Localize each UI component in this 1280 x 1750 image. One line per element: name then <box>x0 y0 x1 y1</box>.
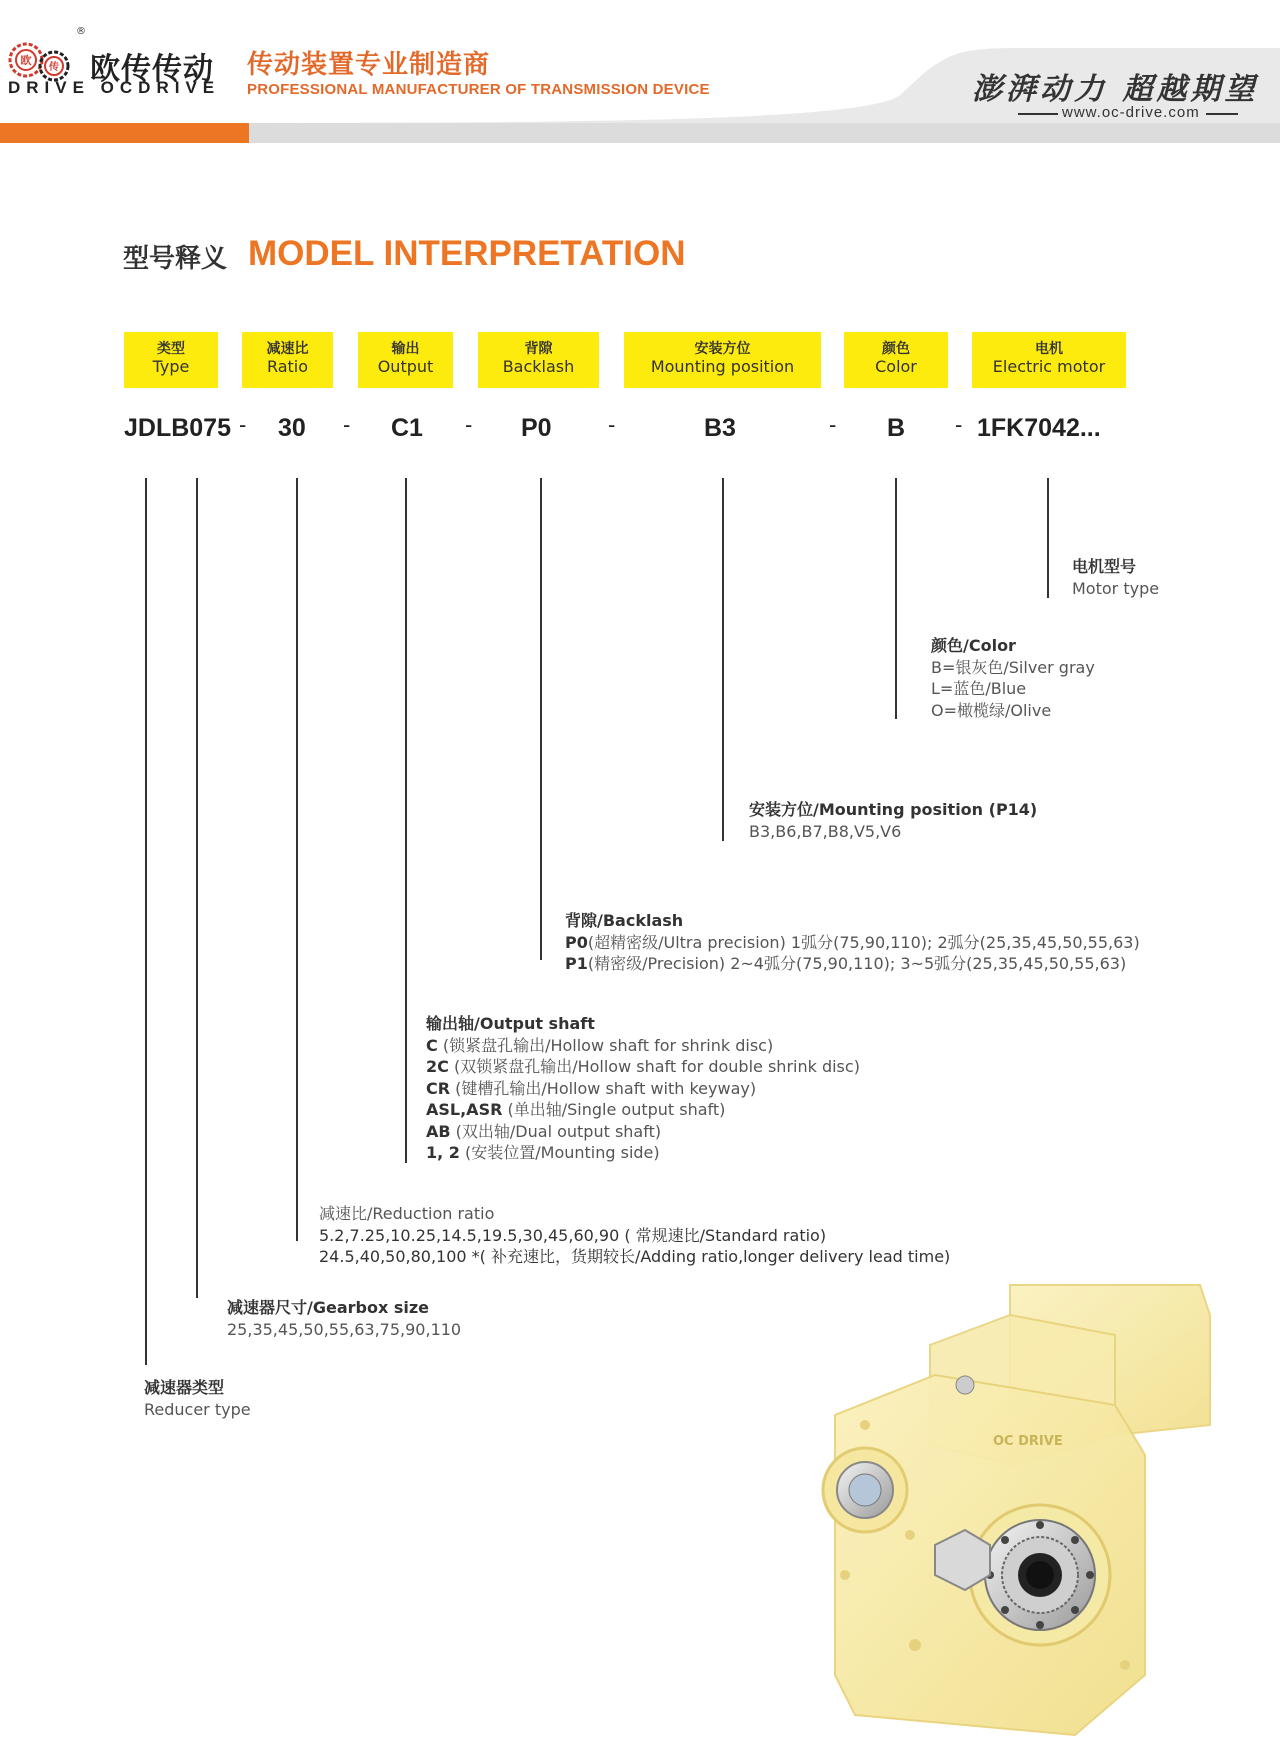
code-output: C1 <box>391 414 423 442</box>
code-separator: - <box>465 412 473 437</box>
motor-subtitle: Motor type <box>1072 578 1160 598</box>
ratio-adding: 24.5,40,50,80,100 *( 补充速比，货期较长/Adding ratio,longer delivery lead time) <box>319 1247 951 1266</box>
reducer-subtitle: Reducer type <box>144 1399 251 1419</box>
logo-mark-left: 欧 <box>20 54 32 67</box>
output-item <box>426 1142 860 1164</box>
ratio-title: 减速比/Reduction ratio <box>319 1204 495 1223</box>
label-output <box>358 332 453 388</box>
code-separator: - <box>955 412 963 437</box>
backlash-p1 <box>565 953 1140 975</box>
label-ratio <box>242 332 333 388</box>
output-text: (双锁紧盘孔输出/Hollow shaft for double shrink disc) <box>448 1057 860 1076</box>
label-electric-motor <box>972 332 1126 388</box>
connector-motor <box>1047 478 1049 598</box>
label-en: Electric motor <box>992 357 1106 376</box>
reducer-description <box>144 1377 251 1420</box>
connector-backlash <box>540 478 542 960</box>
slogan: 澎湃动力 超越期望 <box>972 72 1259 107</box>
registered-mark: ® <box>76 26 86 37</box>
label-cn: 输出 <box>391 341 420 357</box>
accent-bar <box>0 123 249 143</box>
connector-reducer-type <box>145 478 147 1365</box>
label-mounting-position <box>624 332 821 388</box>
output-item <box>426 1056 860 1078</box>
label-cn: 安装方位 <box>694 341 751 357</box>
color-option: B=银灰色/Silver gray <box>931 657 1095 677</box>
backlash-code: P1 <box>565 954 588 973</box>
size-values: 25,35,45,50,55,63,75,90,110 <box>227 1319 462 1339</box>
color-option: L=蓝色/Blue <box>931 679 1027 698</box>
code-separator: - <box>829 412 837 437</box>
code-separator: - <box>343 412 351 437</box>
brand-name-cn: 欧传传动 <box>90 52 214 87</box>
output-title: 输出轴/Output shaft <box>426 1014 595 1033</box>
label-cn: 颜色 <box>882 341 910 357</box>
output-item <box>426 1035 860 1057</box>
backlash-title: 背隙/Backlash <box>565 911 684 930</box>
reducer-title: 减速器类型 <box>144 1378 225 1397</box>
code-mounting: B3 <box>704 414 736 442</box>
brand-name-en: DRIVE OCDRIVE <box>8 78 221 97</box>
color-description <box>931 635 1095 721</box>
output-description <box>426 1013 860 1164</box>
connector-color <box>895 478 897 719</box>
output-code: 1, 2 <box>426 1143 460 1162</box>
gearbox-brand-text: OC DRIVE <box>993 1434 1063 1449</box>
label-cn: 类型 <box>157 341 185 357</box>
label-cn: 背隙 <box>524 341 553 357</box>
code-ratio: 30 <box>278 414 306 442</box>
website[interactable]: www.oc-drive.com <box>1062 104 1200 121</box>
color-option: O=橄榄绿/Olive <box>931 700 1052 720</box>
mounting-values: B3,B6,B7,B8,V5,V6 <box>749 821 902 841</box>
output-code: C <box>426 1035 438 1055</box>
label-color <box>844 332 948 388</box>
backlash-text: (超精密级/Ultra precision) 1弧分(75,90,110); 2弧分(25,35,45,50,55,63) <box>587 932 1140 952</box>
label-backlash <box>478 332 599 388</box>
output-item <box>426 1078 860 1100</box>
code-separator: - <box>239 412 247 437</box>
divider-bar <box>249 123 1280 143</box>
output-code: 2C <box>426 1057 449 1076</box>
tagline-cn: 传动装置专业制造商 <box>247 50 491 80</box>
label-en: Color <box>875 357 917 376</box>
label-cn: 电机 <box>1035 341 1063 357</box>
code-backlash: P0 <box>521 414 552 442</box>
ratio-standard: 5.2,7.25,10.25,14.5,19.5,30,45,60,90 ( 常规速比/Standard ratio) <box>319 1225 827 1245</box>
website-rule-left <box>1018 113 1058 115</box>
code-type: JDLB075 <box>124 414 231 442</box>
gearbox-product-image <box>815 1275 1215 1745</box>
backlash-p0 <box>565 932 1140 954</box>
connector-gearbox-size <box>196 478 198 1298</box>
connector-ratio <box>296 478 298 1241</box>
section-title-cn: 型号释义 <box>123 244 228 274</box>
label-en: Type <box>152 357 190 376</box>
label-en: Output <box>377 357 434 376</box>
motor-description <box>1072 556 1159 599</box>
backlash-code: P0 <box>565 932 588 952</box>
tagline-en: PROFESSIONAL MANUFACTURER OF TRANSMISSION DEVICE <box>247 81 710 98</box>
code-motor: 1FK7042... <box>977 414 1101 442</box>
label-en: Mounting position <box>650 357 795 376</box>
label-en: Backlash <box>502 357 575 376</box>
color-title: 颜色/Color <box>931 636 1016 655</box>
output-text: (双出轴/Dual output shaft) <box>450 1121 662 1141</box>
label-type <box>124 332 218 388</box>
output-text: (键槽孔输出/Hollow shaft with keyway) <box>450 1078 757 1098</box>
mounting-description <box>749 799 1037 842</box>
output-text: (锁紧盘孔输出/Hollow shaft for shrink disc) <box>437 1035 774 1055</box>
label-en: Ratio <box>266 357 309 376</box>
size-title: 减速器尺寸/Gearbox size <box>227 1298 430 1317</box>
output-item <box>426 1099 860 1121</box>
motor-title: 电机型号 <box>1072 557 1137 576</box>
backlash-description <box>565 910 1140 975</box>
section-title-en: MODEL INTERPRETATION <box>248 234 686 273</box>
backlash-text: (精密级/Precision) 2~4弧分(75,90,110); 3~5弧分(25,35,45,50,55,63) <box>587 954 1127 973</box>
code-separator: - <box>608 412 616 437</box>
website-rule-right <box>1206 113 1238 115</box>
connector-mounting <box>722 478 724 841</box>
output-text: (单出轴/Single output shaft) <box>502 1100 726 1119</box>
output-code: CR <box>426 1078 451 1098</box>
connector-output <box>405 478 407 1163</box>
logo-mark-right: 传 <box>49 62 59 73</box>
output-text: (安装位置/Mounting side) <box>459 1143 660 1162</box>
output-item <box>426 1121 860 1143</box>
output-code: ASL,ASR <box>426 1100 503 1119</box>
size-description <box>227 1297 461 1340</box>
output-code: AB <box>426 1121 451 1141</box>
ratio-description <box>319 1203 950 1268</box>
mounting-title: 安装方位/Mounting position (P14) <box>749 800 1038 819</box>
label-cn: 减速比 <box>266 341 309 357</box>
code-color: B <box>887 414 906 442</box>
